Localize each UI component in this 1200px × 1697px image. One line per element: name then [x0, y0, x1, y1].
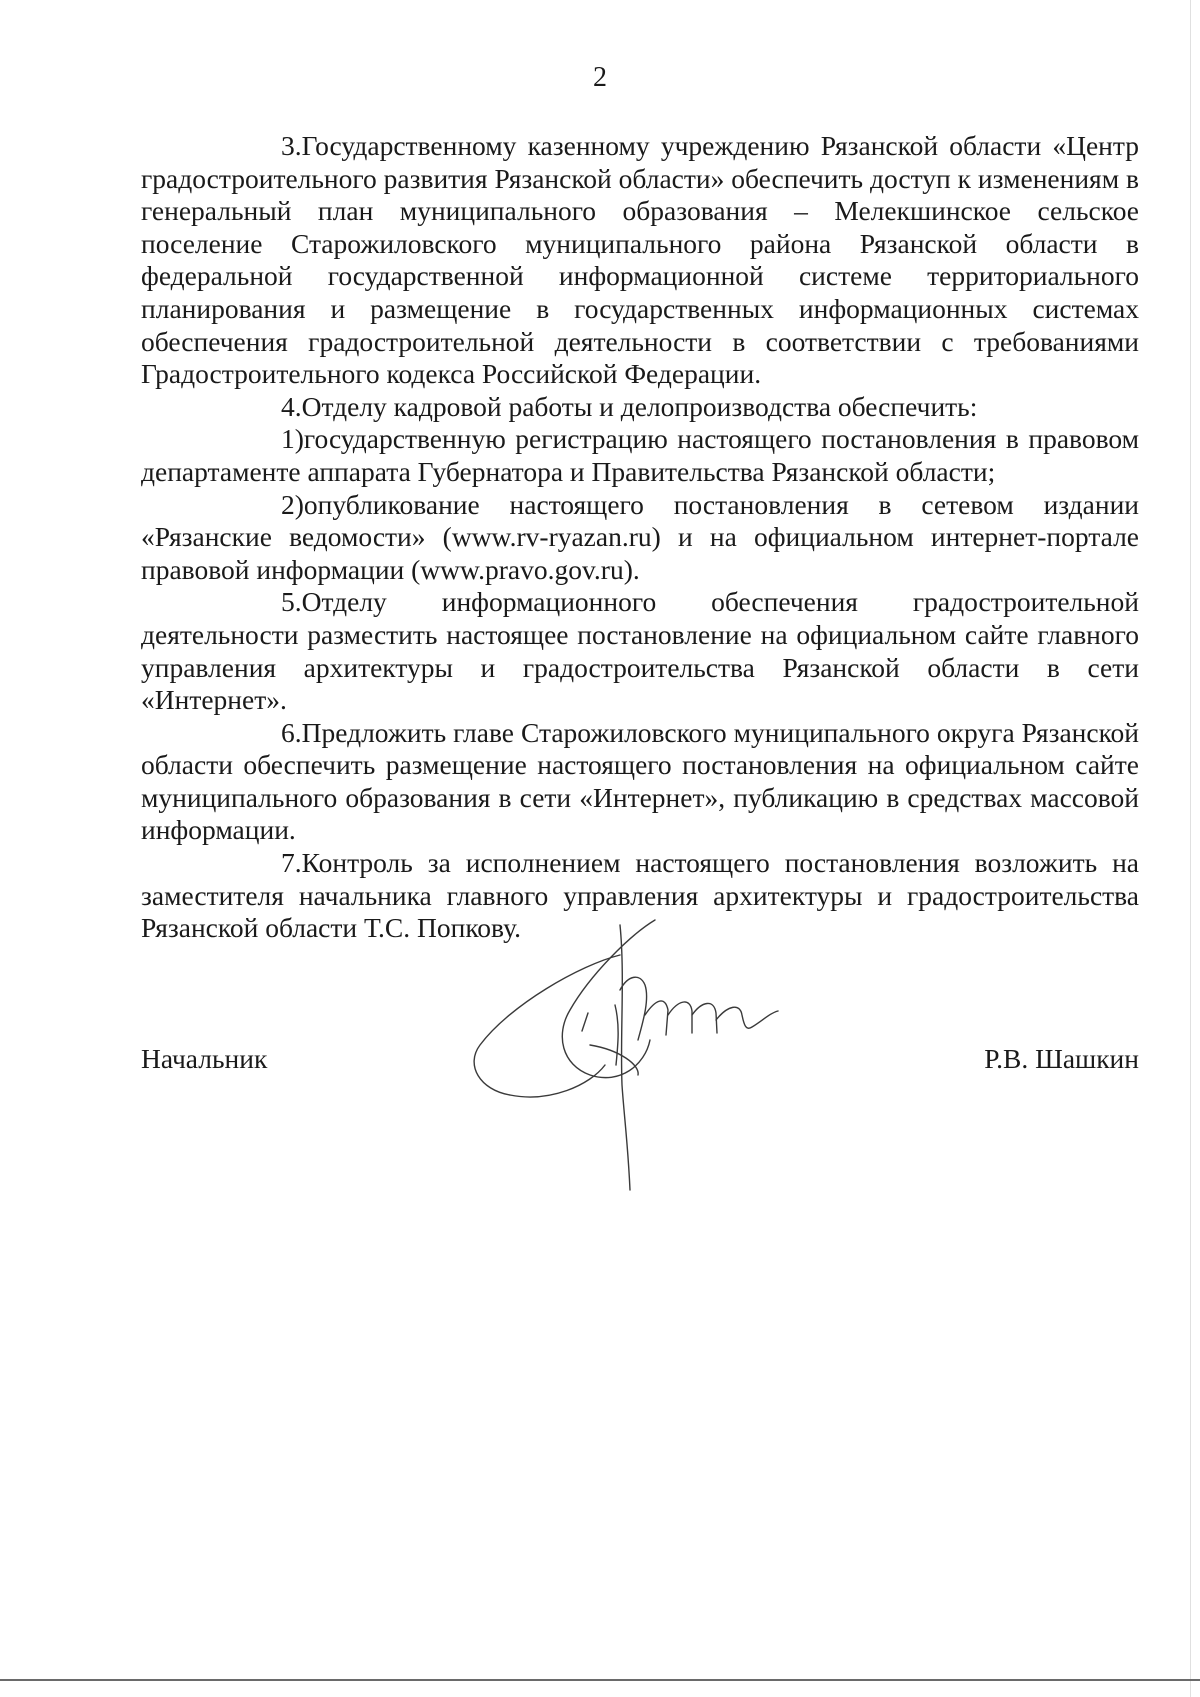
paragraph-number: 3. — [281, 130, 302, 161]
paragraph-text: Предложить главе Старожиловского муниципального округа Рязанской области обеспечить размещение настоящего постановления на официальном сайте муниципального образования в сети «Интернет», публикацию в средствах массовой информации. — [141, 716, 1139, 846]
signatory-title: Начальник — [141, 1043, 268, 1074]
paragraph-text: Государственному казенному учреждению Рязанской области «Центр градостроительного развития Рязанской области» обеспечить доступ к изменениям в генеральный план муниципального образования – Мелекшинское сельское поселение Старожиловского муниципального района Рязанской области в федеральной государственной информационной системе территориального планирования и размещение в государственных информационных системах обеспечения градостроительной деятельности в соответствии с требованиями Градостроительного кодекса Российской Федерации. — [141, 130, 1139, 390]
paragraph-text: опубликование настоящего постановления в сетевом издании «Рязанские ведомости» (www.rv-ryazan.ru) и на официальном интернет-портале правовой информации (www.pravo.gov.ru). — [141, 488, 1139, 585]
paragraph-number: 1) — [281, 423, 304, 455]
paragraph-text: государственную регистрацию настоящего постановления в правовом департаменте аппарата Губернатора и Правительства Рязанской области; — [141, 423, 1139, 487]
scan-edge-right — [1190, 0, 1191, 1697]
paragraph-text: Отделу информационного обеспечения градостроительной деятельности разместить настоящее постановление на официальном сайте главного управления архитектуры и градостроительства Рязанской области в сети «Интернет». — [141, 586, 1139, 716]
paragraph-4 — [141, 391, 1139, 424]
subparagraph-1 — [141, 423, 1139, 488]
paragraph-number: 4. — [281, 390, 302, 422]
signatory-name: Р.В. Шашкин — [984, 1043, 1139, 1074]
paragraph-3 — [141, 130, 1139, 391]
paragraph-number: 2) — [281, 488, 304, 520]
paragraph-6 — [141, 717, 1139, 847]
subparagraph-2 — [141, 489, 1139, 587]
document-body — [141, 130, 1139, 945]
paragraph-number: 7. — [281, 847, 302, 879]
scan-edge-bottom — [0, 1679, 1200, 1681]
paragraph-number: 6. — [281, 716, 302, 748]
paragraph-text: Отделу кадровой работы и делопроизводства обеспечить: — [301, 390, 978, 422]
paragraph-text: Контроль за исполнением настоящего постановления возложить на заместителя начальника главного управления архитектуры и градостроительства Рязанской области Т.С. Попкову. — [141, 847, 1139, 944]
signature-block — [141, 1043, 1139, 1083]
paragraph-5 — [141, 586, 1139, 716]
page-number: 2 — [593, 62, 607, 93]
paragraph-number: 5. — [281, 586, 302, 618]
